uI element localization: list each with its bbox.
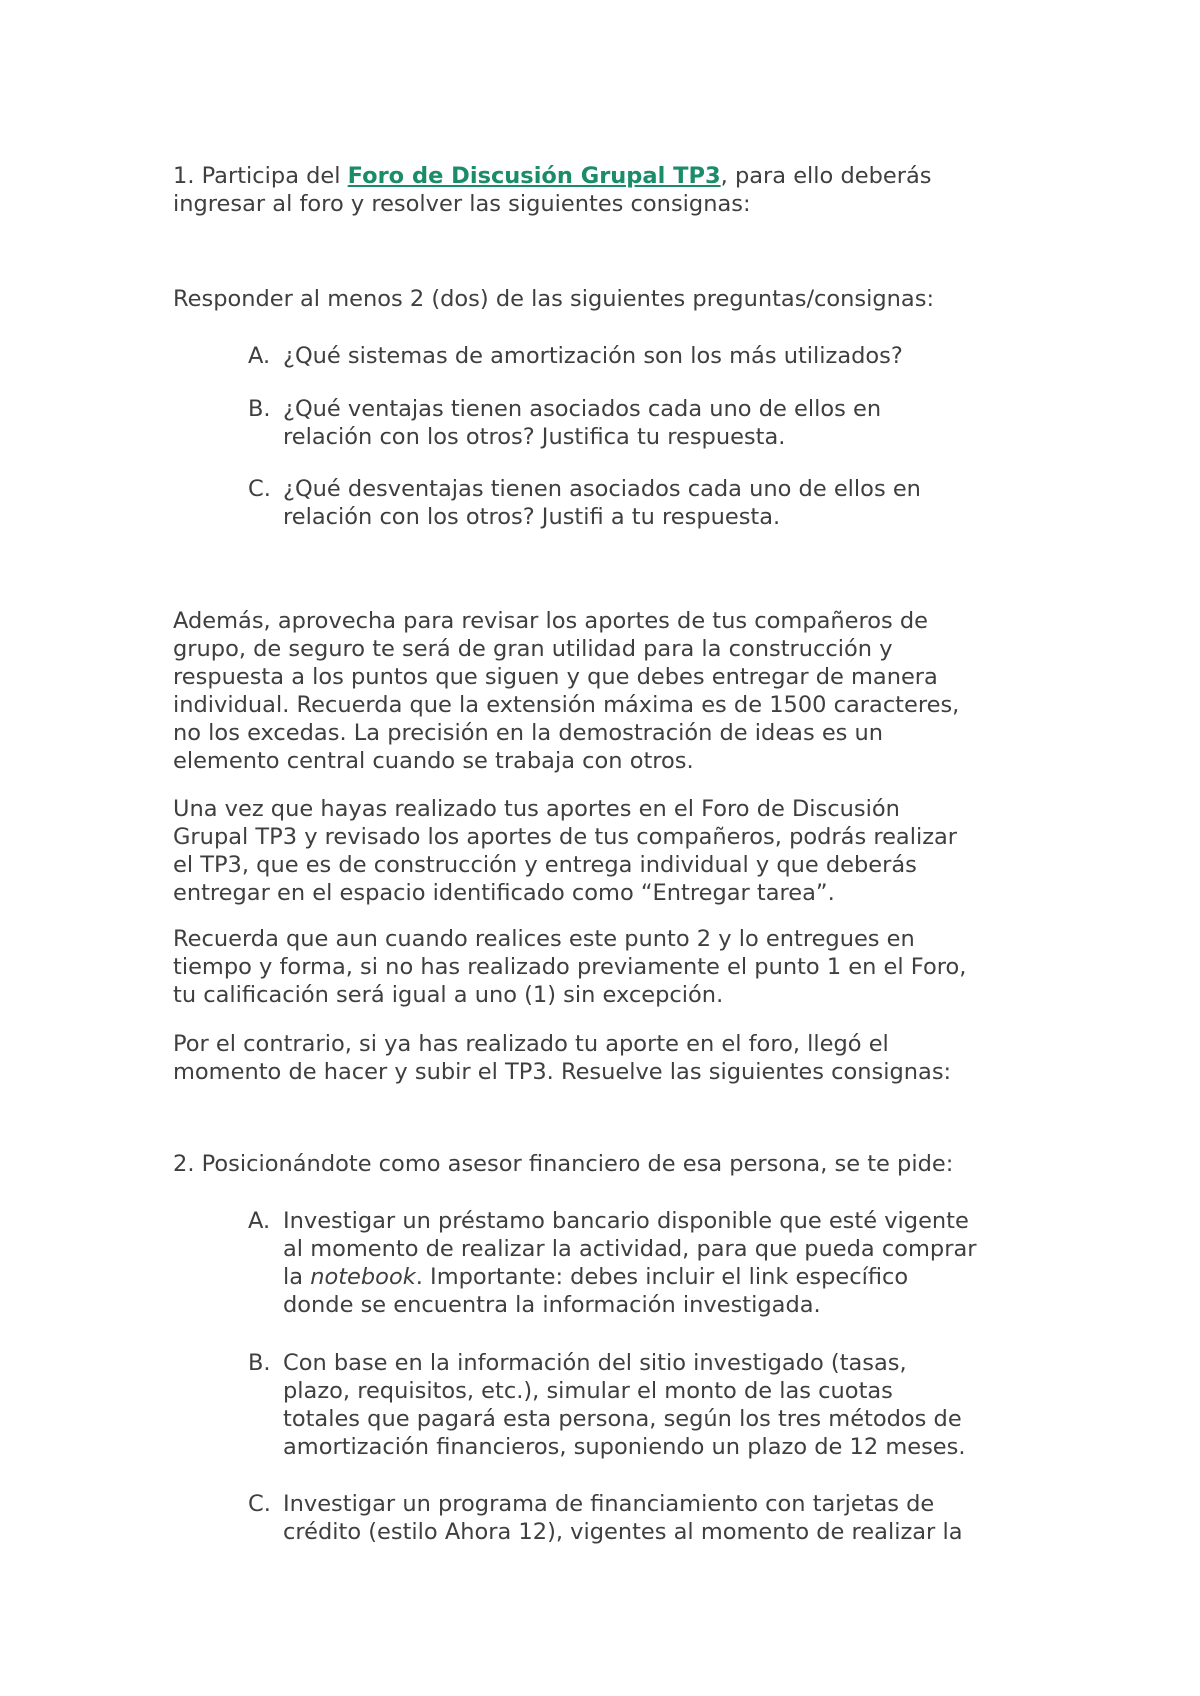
paragraph-line: elemento central cuando se trabaja con otros.	[173, 748, 694, 774]
question-a-text	[283, 342, 1063, 370]
question-b-line: relación con los otros? Justifica tu respuesta.	[283, 424, 786, 450]
respond-instruction-text: Responder al menos 2 (dos) de las siguientes preguntas/consignas:	[173, 286, 935, 312]
task-a-line	[283, 1263, 1063, 1291]
section1-intro-line2: ingresar al foro y resolver las siguientes consignas:	[173, 191, 751, 217]
question-a-marker: A.	[248, 343, 271, 369]
question-c-text	[283, 475, 1063, 531]
notebook-emphasis: notebook	[310, 1264, 416, 1290]
paragraph-line: momento de hacer y subir el TP3. Resuelve las siguientes consignas:	[173, 1059, 952, 1085]
paragraph-line: no los excedas. La precisión en la demostración de ideas es un	[173, 720, 884, 746]
paragraph-ademas	[173, 607, 1053, 775]
question-a-line: ¿Qué sistemas de amortización son los más utilizados?	[283, 343, 903, 369]
task-c-line: crédito (estilo Ahora 12), vigentes al momento de realizar la	[283, 1519, 963, 1545]
paragraph-line: grupo, de seguro te será de gran utilidad para la construcción y	[173, 636, 893, 662]
paragraph-una-vez	[173, 795, 1053, 907]
paragraph-por-el-contrario	[173, 1030, 1053, 1086]
task-b-line: amortización financieros, suponiendo un plazo de 12 meses.	[283, 1434, 966, 1460]
task-c-line: Investigar un programa de financiamiento con tarjetas de	[283, 1491, 935, 1517]
question-b-marker: B.	[248, 396, 271, 422]
task-b-marker: B.	[248, 1350, 271, 1376]
task-b-line: plazo, requisitos, etc.), simular el monto de las cuotas	[283, 1378, 893, 1404]
question-c-line: ¿Qué desventajas tienen asociados cada uno de ellos en	[283, 476, 921, 502]
section1-intro-suffix: , para ello deberás	[720, 163, 932, 189]
paragraph-line: Además, aprovecha para revisar los aportes de tus compañeros de	[173, 608, 929, 634]
task-c-text	[283, 1490, 1063, 1546]
question-b-line: ¿Qué ventajas tienen asociados cada uno de ellos en	[283, 396, 882, 422]
section1-intro-prefix: 1. Participa del	[173, 163, 348, 189]
paragraph-line: tu calificación será igual a uno (1) sin excepción.	[173, 982, 724, 1008]
task-b-line: Con base en la información del sitio investigado (tasas,	[283, 1350, 907, 1376]
paragraph-line: Una vez que hayas realizado tus aportes en el Foro de Discusión	[173, 796, 900, 822]
paragraph-line: entregar en el espacio identificado como “Entregar tarea”.	[173, 880, 835, 906]
question-c-line: relación con los otros? Justifi a tu respuesta.	[283, 504, 781, 530]
forum-link[interactable]: Foro de Discusión Grupal TP3	[347, 163, 721, 189]
task-a-text	[283, 1207, 1063, 1319]
section1-intro	[173, 162, 1053, 218]
section2-intro-text: 2. Posicionándote como asesor financiero de esa persona, se te pide:	[173, 1151, 954, 1177]
question-b-text	[283, 395, 1063, 451]
task-b-text	[283, 1349, 1063, 1461]
paragraph-line: Grupal TP3 y revisado los aportes de tus compañeros, podrás realizar	[173, 824, 958, 850]
paragraph-line: individual. Recuerda que la extensión máxima es de 1500 caracteres,	[173, 692, 960, 718]
question-c-marker: C.	[248, 476, 271, 502]
section2-intro	[173, 1150, 1053, 1178]
task-a-line: donde se encuentra la información investigada.	[283, 1292, 821, 1318]
task-a-line: Investigar un préstamo bancario disponible que esté vigente	[283, 1208, 969, 1234]
paragraph-line: Recuerda que aun cuando realices este punto 2 y lo entregues en	[173, 926, 915, 952]
task-b-line: totales que pagará esta persona, según los tres métodos de	[283, 1406, 962, 1432]
task-a-line: al momento de realizar la actividad, para que pueda comprar	[283, 1236, 977, 1262]
task-a-line3-prefix: la	[283, 1264, 311, 1290]
paragraph-line: respuesta a los puntos que siguen y que debes entregar de manera	[173, 664, 938, 690]
paragraph-line: el TP3, que es de construcción y entrega individual y que deberás	[173, 852, 917, 878]
paragraph-line: tiempo y forma, si no has realizado previamente el punto 1 en el Foro,	[173, 954, 967, 980]
paragraph-recuerda	[173, 925, 1053, 1009]
task-a-marker: A.	[248, 1208, 271, 1234]
task-c-marker: C.	[248, 1491, 271, 1517]
paragraph-line: Por el contrario, si ya has realizado tu aporte en el foro, llegó el	[173, 1031, 889, 1057]
section1-intro-line1	[173, 162, 1053, 190]
respond-instruction	[173, 285, 1053, 313]
task-a-line3-suffix: . Importante: debes incluir el link específico	[415, 1264, 909, 1290]
